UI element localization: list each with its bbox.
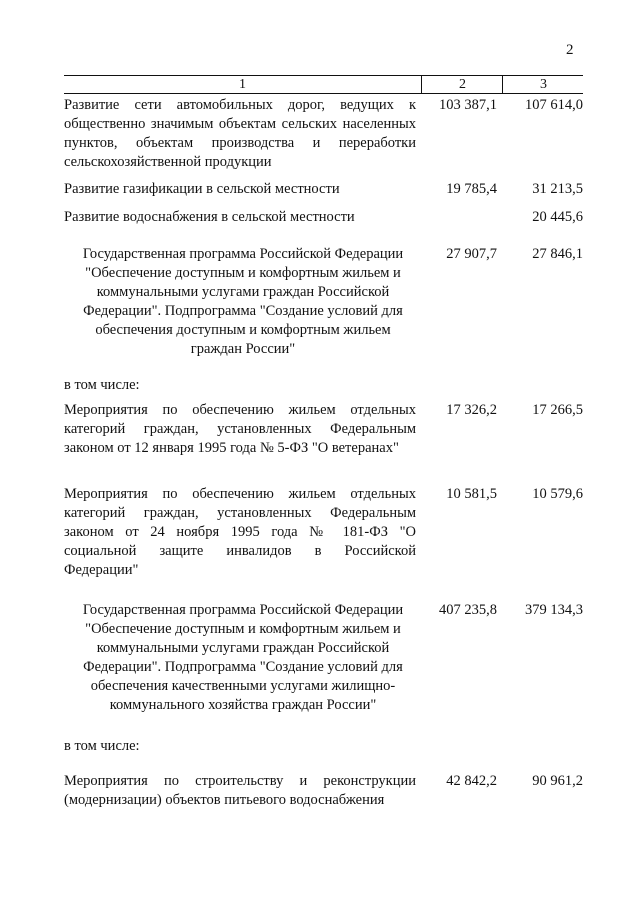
row-value-col2: 17 326,2	[446, 402, 497, 418]
row-value-col3: 31 213,5	[532, 181, 583, 197]
row-value-col2: 27 907,7	[446, 246, 497, 262]
row-description: Развитие газификации в сельской местности	[64, 181, 340, 197]
row-description: Мероприятия по строительству и реконструкции (модернизации) объектов питьевого водоснабжения	[64, 773, 416, 808]
row-value-col2: 19 785,4	[446, 181, 497, 197]
page-number: 2	[566, 42, 574, 58]
including-label: в том числе:	[64, 377, 140, 393]
row-value-col3: 107 614,0	[525, 97, 583, 113]
row-value-col2: 103 387,1	[439, 97, 497, 113]
program-title: Государственная программа Российской Федерации "Обеспечение доступным и комфортным жильем и коммунальными услугами граждан Российской Федерации". Подпрограмма "Создание условий для обеспечения доступным и комфортным жильем граждан России"	[82, 246, 404, 357]
header-col-2: 2	[421, 76, 503, 93]
row-value-col2: 42 842,2	[446, 773, 497, 789]
row-description: Развитие сети автомобильных дорог, ведущих к общественно значимым объектам сельских населенных пунктов, объектам производства и переработки сельскохозяйственной продукции	[64, 97, 416, 170]
row-value-col3: 20 445,6	[532, 209, 583, 225]
row-description: Развитие водоснабжения в сельской местности	[64, 209, 355, 225]
row-value-col2: 407 235,8	[439, 602, 497, 618]
row-value-col3: 10 579,6	[532, 486, 583, 502]
row-value-col2: 10 581,5	[446, 486, 497, 502]
row-value-col3: 27 846,1	[532, 246, 583, 262]
header-col-3: 3	[502, 76, 584, 93]
row-value-col3: 379 134,3	[525, 602, 583, 618]
row-description: Мероприятия по обеспечению жильем отдельных категорий граждан, установленных Федеральным законом от 12 января 1995 года № 5-ФЗ "О ветеранах"	[64, 402, 416, 456]
row-value-col3: 17 266,5	[532, 402, 583, 418]
row-value-col3: 90 961,2	[532, 773, 583, 789]
including-label: в том числе:	[64, 738, 140, 754]
header-col-1: 1	[239, 77, 246, 92]
table-header	[64, 75, 583, 94]
row-description: Мероприятия по обеспечению жильем отдельных категорий граждан, установленных Федеральным законом от 24 ноября 1995 года № 181-ФЗ "О социальной защите инвалидов в Российской Федерации"	[64, 486, 416, 578]
program-title: Государственная программа Российской Федерации "Обеспечение доступным и комфортным жильем и коммунальными услугами граждан Российской Федерации". Подпрограмма "Создание условий для обеспечения качественными услугами жилищно-коммунального хозяйства граждан России"	[82, 602, 404, 713]
